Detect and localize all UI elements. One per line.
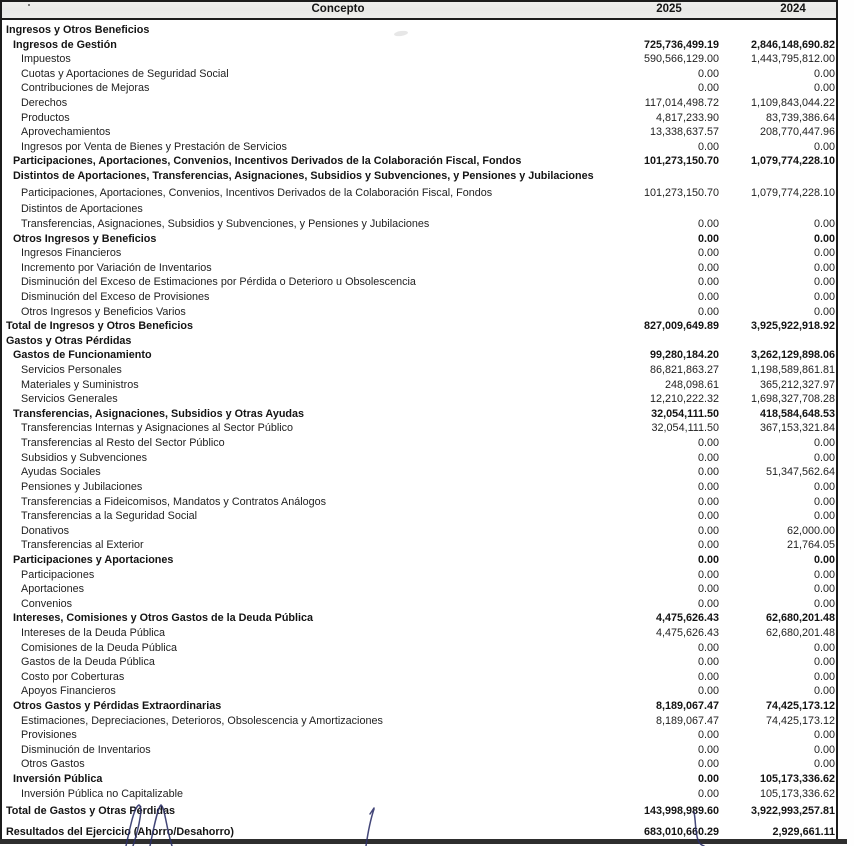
table-row bbox=[2, 186, 836, 201]
row-value-2025: 4,475,626.43 bbox=[655, 612, 719, 625]
row-value-2024: 1,443,795,812.00 bbox=[750, 53, 835, 66]
table-header-row bbox=[2, 0, 836, 20]
table-row bbox=[2, 202, 836, 217]
row-value-2024: 21,764.05 bbox=[786, 539, 835, 552]
row-value-2025: 0.00 bbox=[697, 685, 719, 698]
table-row bbox=[2, 217, 836, 232]
row-value-2025: 0.00 bbox=[697, 480, 719, 493]
row-value-2024: 0.00 bbox=[813, 217, 835, 230]
row-value-2025: 86,821,863.27 bbox=[649, 364, 719, 377]
table-row bbox=[2, 670, 836, 685]
table-row bbox=[2, 348, 836, 363]
row-label: Apoyos Financieros bbox=[21, 685, 116, 698]
row-label: Gastos y Otras Pérdidas bbox=[6, 334, 132, 347]
row-label: Productos bbox=[21, 111, 70, 124]
row-label: Ingresos por Venta de Bienes y Prestación de Servicios bbox=[21, 140, 287, 153]
table-row bbox=[2, 787, 836, 802]
row-value-2025: 248,098.61 bbox=[664, 378, 719, 391]
table-row bbox=[2, 772, 836, 787]
row-value-2024: 0.00 bbox=[813, 290, 835, 303]
row-value-2024: 0.00 bbox=[813, 451, 835, 464]
row-label: Ingresos Financieros bbox=[21, 247, 122, 260]
row-value-2024: 0.00 bbox=[813, 670, 835, 683]
row-value-2024: 0.00 bbox=[813, 276, 835, 289]
row-label: Subsidios y Subvenciones bbox=[21, 451, 148, 464]
row-value-2025: 0.00 bbox=[697, 82, 719, 95]
row-label: Otros Gastos y Pérdidas Extraordinarias bbox=[13, 700, 222, 713]
table-row bbox=[2, 125, 836, 140]
row-value-2025: 0.00 bbox=[697, 510, 719, 523]
table-row bbox=[2, 728, 836, 743]
table-row bbox=[2, 699, 836, 714]
row-value-2025: 0.00 bbox=[697, 568, 719, 581]
row-value-2024: 62,000.00 bbox=[786, 524, 835, 537]
row-value-2024: 51,347,562.64 bbox=[765, 466, 835, 479]
row-label: Otros Ingresos y Beneficios bbox=[13, 232, 157, 245]
row-value-2025: 143,998,989.60 bbox=[643, 805, 719, 818]
table-row bbox=[2, 363, 836, 378]
table-row bbox=[2, 684, 836, 699]
row-label: Impuestos bbox=[21, 53, 71, 66]
row-value-2024: 0.00 bbox=[813, 553, 835, 566]
row-value-2025: 8,189,067.47 bbox=[655, 700, 719, 713]
row-value-2025: 12,210,222.32 bbox=[649, 393, 719, 406]
row-label: Otros Ingresos y Beneficios Varios bbox=[21, 305, 186, 318]
bottom-border-bar bbox=[0, 839, 847, 844]
row-value-2025: 99,280,184.20 bbox=[649, 349, 719, 362]
row-value-2024: 0.00 bbox=[813, 247, 835, 260]
row-label: Costo por Coberturas bbox=[21, 670, 125, 683]
row-value-2025: 0.00 bbox=[697, 290, 719, 303]
row-value-2025: 0.00 bbox=[697, 597, 719, 610]
row-value-2024: 74,425,173.12 bbox=[765, 700, 835, 713]
row-label: Pensiones y Jubilaciones bbox=[21, 480, 143, 493]
row-value-2025: 8,189,067.47 bbox=[655, 714, 719, 727]
row-value-2025: 0.00 bbox=[697, 729, 719, 742]
row-value-2025: 0.00 bbox=[697, 217, 719, 230]
row-value-2025: 0.00 bbox=[697, 758, 719, 771]
row-value-2024: 3,262,129,898.06 bbox=[750, 349, 835, 362]
row-label: Participaciones, Aportaciones, Convenios, Incentivos Derivados de la Colaboración Fiscal, Fondos bbox=[21, 186, 493, 199]
table-row bbox=[2, 553, 836, 568]
row-value-2024: 3,922,993,257.81 bbox=[750, 805, 835, 818]
row-label: Aprovechamientos bbox=[21, 126, 111, 139]
row-value-2025: 0.00 bbox=[697, 641, 719, 654]
table-row bbox=[2, 81, 836, 96]
row-value-2024: 105,173,336.62 bbox=[759, 787, 835, 800]
row-label: Total de Gastos y Otras Pérdidas bbox=[6, 805, 176, 818]
table-row bbox=[2, 524, 836, 539]
row-value-2025: 101,273,150.70 bbox=[643, 155, 719, 168]
row-value-2025: 0.00 bbox=[697, 495, 719, 508]
row-label: Transferencias al Resto del Sector Público bbox=[21, 437, 225, 450]
column-header-concepto: Concepto bbox=[311, 3, 365, 15]
row-label: Participaciones, Aportaciones, Convenios, Incentivos Derivados de la Colaboración Fiscal, Fondos bbox=[13, 155, 522, 168]
row-value-2025: 0.00 bbox=[697, 67, 719, 80]
table-row bbox=[2, 154, 836, 169]
row-value-2025: 590,566,129.00 bbox=[643, 53, 719, 66]
table-row bbox=[2, 436, 836, 451]
table-row bbox=[2, 743, 836, 758]
table-row bbox=[2, 407, 836, 422]
row-value-2024: 3,925,922,918.92 bbox=[750, 320, 835, 333]
row-value-2024: 1,198,589,861.81 bbox=[750, 364, 835, 377]
row-value-2024: 365,212,327.97 bbox=[759, 378, 835, 391]
row-label: Transferencias Internas y Asignaciones al Sector Público bbox=[21, 422, 294, 435]
row-value-2024: 0.00 bbox=[813, 232, 835, 245]
table-row bbox=[2, 495, 836, 510]
row-value-2025: 0.00 bbox=[697, 261, 719, 274]
row-value-2024: 1,698,327,708.28 bbox=[750, 393, 835, 406]
row-label: Transferencias, Asignaciones, Subsidios y Otras Ayudas bbox=[13, 407, 305, 420]
row-value-2025: 725,736,499.19 bbox=[643, 38, 719, 51]
row-value-2024: 0.00 bbox=[813, 743, 835, 756]
table-row bbox=[2, 169, 836, 184]
row-value-2024: 0.00 bbox=[813, 305, 835, 318]
row-value-2025: 0.00 bbox=[697, 276, 719, 289]
row-value-2025: 0.00 bbox=[697, 232, 719, 245]
table-row bbox=[2, 111, 836, 126]
table-row bbox=[2, 597, 836, 612]
table-row bbox=[2, 140, 836, 155]
table-row bbox=[2, 232, 836, 247]
row-value-2024: 0.00 bbox=[813, 510, 835, 523]
row-value-2025: 0.00 bbox=[697, 743, 719, 756]
table-row bbox=[2, 641, 836, 656]
row-label: Disminución del Exceso de Estimaciones por Pérdida o Deterioro u Obsolescencia bbox=[21, 276, 416, 289]
row-value-2025: 0.00 bbox=[697, 670, 719, 683]
row-label: Gastos de la Deuda Pública bbox=[21, 656, 155, 669]
table-row bbox=[2, 626, 836, 641]
table-row bbox=[2, 305, 836, 320]
row-label: Intereses de la Deuda Pública bbox=[21, 626, 166, 639]
row-value-2025: 4,475,626.43 bbox=[655, 626, 719, 639]
row-value-2024: 1,109,843,044.22 bbox=[750, 97, 835, 110]
row-value-2025: 0.00 bbox=[697, 583, 719, 596]
row-value-2025: 683,010,660.29 bbox=[643, 825, 719, 838]
row-label: Inversión Pública bbox=[13, 773, 103, 786]
row-label: Contribuciones de Mejoras bbox=[21, 82, 150, 95]
row-value-2025: 32,054,111.50 bbox=[651, 422, 719, 435]
scan-speck bbox=[28, 4, 30, 6]
row-label: Provisiones bbox=[21, 729, 77, 742]
row-value-2024: 0.00 bbox=[813, 758, 835, 771]
row-value-2025: 101,273,150.70 bbox=[643, 186, 719, 199]
row-label: Participaciones bbox=[21, 568, 95, 581]
row-label: Transferencias al Exterior bbox=[21, 539, 144, 552]
row-label: Transferencias, Asignaciones, Subsidios y Subvenciones, y Pensiones y Jubilaciones bbox=[21, 217, 430, 230]
table-row bbox=[2, 568, 836, 583]
row-label: Materiales y Suministros bbox=[21, 378, 139, 391]
row-label: Intereses, Comisiones y Otros Gastos de la Deuda Pública bbox=[13, 612, 314, 625]
row-label: Comisiones de la Deuda Pública bbox=[21, 641, 178, 654]
row-value-2024: 0.00 bbox=[813, 729, 835, 742]
row-label: Transferencias a Fideicomisos, Mandatos y Contratos Análogos bbox=[21, 495, 327, 508]
row-value-2024: 0.00 bbox=[813, 261, 835, 274]
row-value-2024: 62,680,201.48 bbox=[765, 626, 835, 639]
table-row bbox=[2, 611, 836, 626]
row-label: Ingresos y Otros Beneficios bbox=[6, 24, 150, 36]
row-label: Incremento por Variación de Inventarios bbox=[21, 261, 212, 274]
table-row bbox=[2, 319, 836, 334]
row-value-2024: 1,079,774,228.10 bbox=[750, 155, 835, 168]
table-row bbox=[2, 825, 836, 840]
table-row bbox=[2, 655, 836, 670]
row-value-2025: 0.00 bbox=[697, 524, 719, 537]
row-label: Servicios Generales bbox=[21, 393, 118, 406]
row-value-2025: 0.00 bbox=[697, 553, 719, 566]
row-label: Cuotas y Aportaciones de Seguridad Social bbox=[21, 67, 229, 80]
table-row bbox=[2, 96, 836, 111]
table-row bbox=[2, 23, 836, 38]
table-row bbox=[2, 538, 836, 553]
row-label: Aportaciones bbox=[21, 583, 85, 596]
table-row bbox=[2, 465, 836, 480]
row-value-2024: 0.00 bbox=[813, 82, 835, 95]
table-body bbox=[2, 20, 836, 840]
table-row bbox=[2, 451, 836, 466]
row-label: Derechos bbox=[21, 97, 68, 110]
row-value-2025: 0.00 bbox=[697, 773, 719, 786]
table-row bbox=[2, 804, 836, 819]
row-value-2024: 0.00 bbox=[813, 480, 835, 493]
row-value-2025: 32,054,111.50 bbox=[651, 407, 719, 420]
row-label: Convenios bbox=[21, 597, 73, 610]
table-row bbox=[2, 290, 836, 305]
row-label: Otros Gastos bbox=[21, 758, 85, 771]
row-value-2024: 2,929,661.11 bbox=[772, 825, 835, 838]
row-value-2024: 0.00 bbox=[813, 495, 835, 508]
row-label: Participaciones y Aportaciones bbox=[13, 553, 174, 566]
row-value-2025: 13,338,637.57 bbox=[649, 126, 719, 139]
row-value-2025: 0.00 bbox=[697, 656, 719, 669]
row-value-2025: 0.00 bbox=[697, 140, 719, 153]
table-row bbox=[2, 714, 836, 729]
row-value-2025: 0.00 bbox=[697, 466, 719, 479]
row-label: Resultados del Ejercicio (Ahorro/Desahorro) bbox=[6, 825, 234, 838]
row-value-2025: 117,014,498.72 bbox=[644, 97, 719, 110]
row-label: Disminución de Inventarios bbox=[21, 743, 151, 756]
table-row bbox=[2, 52, 836, 67]
row-value-2024: 0.00 bbox=[813, 67, 835, 80]
row-value-2024: 2,846,148,690.82 bbox=[750, 38, 835, 51]
row-value-2024: 0.00 bbox=[813, 685, 835, 698]
table-row bbox=[2, 261, 836, 276]
row-value-2025: 0.00 bbox=[697, 451, 719, 464]
table-row bbox=[2, 38, 836, 53]
row-value-2024: 0.00 bbox=[813, 641, 835, 654]
table-row bbox=[2, 392, 836, 407]
table-row bbox=[2, 334, 836, 349]
column-header-2025: 2025 bbox=[656, 3, 682, 15]
row-value-2025: 4,817,233.90 bbox=[655, 111, 719, 124]
row-label: Disminución del Exceso de Provisiones bbox=[21, 290, 210, 303]
row-label: Total de Ingresos y Otros Beneficios bbox=[6, 320, 193, 333]
row-value-2025: 827,009,649.89 bbox=[643, 320, 719, 333]
table-row bbox=[2, 509, 836, 524]
row-label: Donativos bbox=[21, 524, 70, 537]
column-header-2024: 2024 bbox=[780, 3, 806, 15]
row-label: Ayudas Sociales bbox=[21, 466, 101, 479]
table-row bbox=[2, 378, 836, 393]
row-value-2024: 105,173,336.62 bbox=[759, 773, 835, 786]
row-value-2024: 1,079,774,228.10 bbox=[750, 186, 835, 199]
row-value-2024: 418,584,648.53 bbox=[759, 407, 835, 420]
row-label: Servicios Personales bbox=[21, 364, 122, 377]
row-value-2024: 0.00 bbox=[813, 583, 835, 596]
row-label: Gastos de Funcionamiento bbox=[13, 349, 152, 362]
table-row bbox=[2, 421, 836, 436]
row-value-2024: 0.00 bbox=[813, 140, 835, 153]
table-row bbox=[2, 582, 836, 597]
table-row bbox=[2, 480, 836, 495]
row-label: Ingresos de Gestión bbox=[13, 38, 117, 51]
row-value-2024: 367,153,321.84 bbox=[759, 422, 835, 435]
row-value-2024: 0.00 bbox=[813, 656, 835, 669]
row-value-2024: 74,425,173.12 bbox=[765, 714, 835, 727]
row-value-2025: 0.00 bbox=[697, 305, 719, 318]
table-row bbox=[2, 275, 836, 290]
row-value-2024: 0.00 bbox=[813, 437, 835, 450]
row-label: Estimaciones, Depreciaciones, Deterioros, Obsolescencia y Amortizaciones bbox=[21, 714, 383, 727]
row-value-2024: 0.00 bbox=[813, 568, 835, 581]
row-label: Distintos de Aportaciones, Transferencias, Asignaciones, Subsidios y Subvenciones, y Pensiones y Jubilaciones bbox=[13, 170, 594, 183]
row-value-2025: 0.00 bbox=[697, 247, 719, 260]
row-value-2025: 0.00 bbox=[697, 539, 719, 552]
row-value-2024: 62,680,201.48 bbox=[765, 612, 835, 625]
row-value-2024: 208,770,447.96 bbox=[759, 126, 835, 139]
row-value-2024: 83,739,386.64 bbox=[765, 111, 835, 124]
table-row bbox=[2, 246, 836, 261]
table-row bbox=[2, 67, 836, 82]
row-value-2025: 0.00 bbox=[697, 787, 719, 800]
row-value-2024: 0.00 bbox=[813, 597, 835, 610]
row-value-2025: 0.00 bbox=[697, 437, 719, 450]
row-label: Transferencias a la Seguridad Social bbox=[21, 510, 198, 523]
row-label: Inversión Pública no Capitalizable bbox=[21, 787, 184, 800]
row-label: Distintos de Aportaciones bbox=[21, 203, 143, 216]
table-row bbox=[2, 757, 836, 772]
